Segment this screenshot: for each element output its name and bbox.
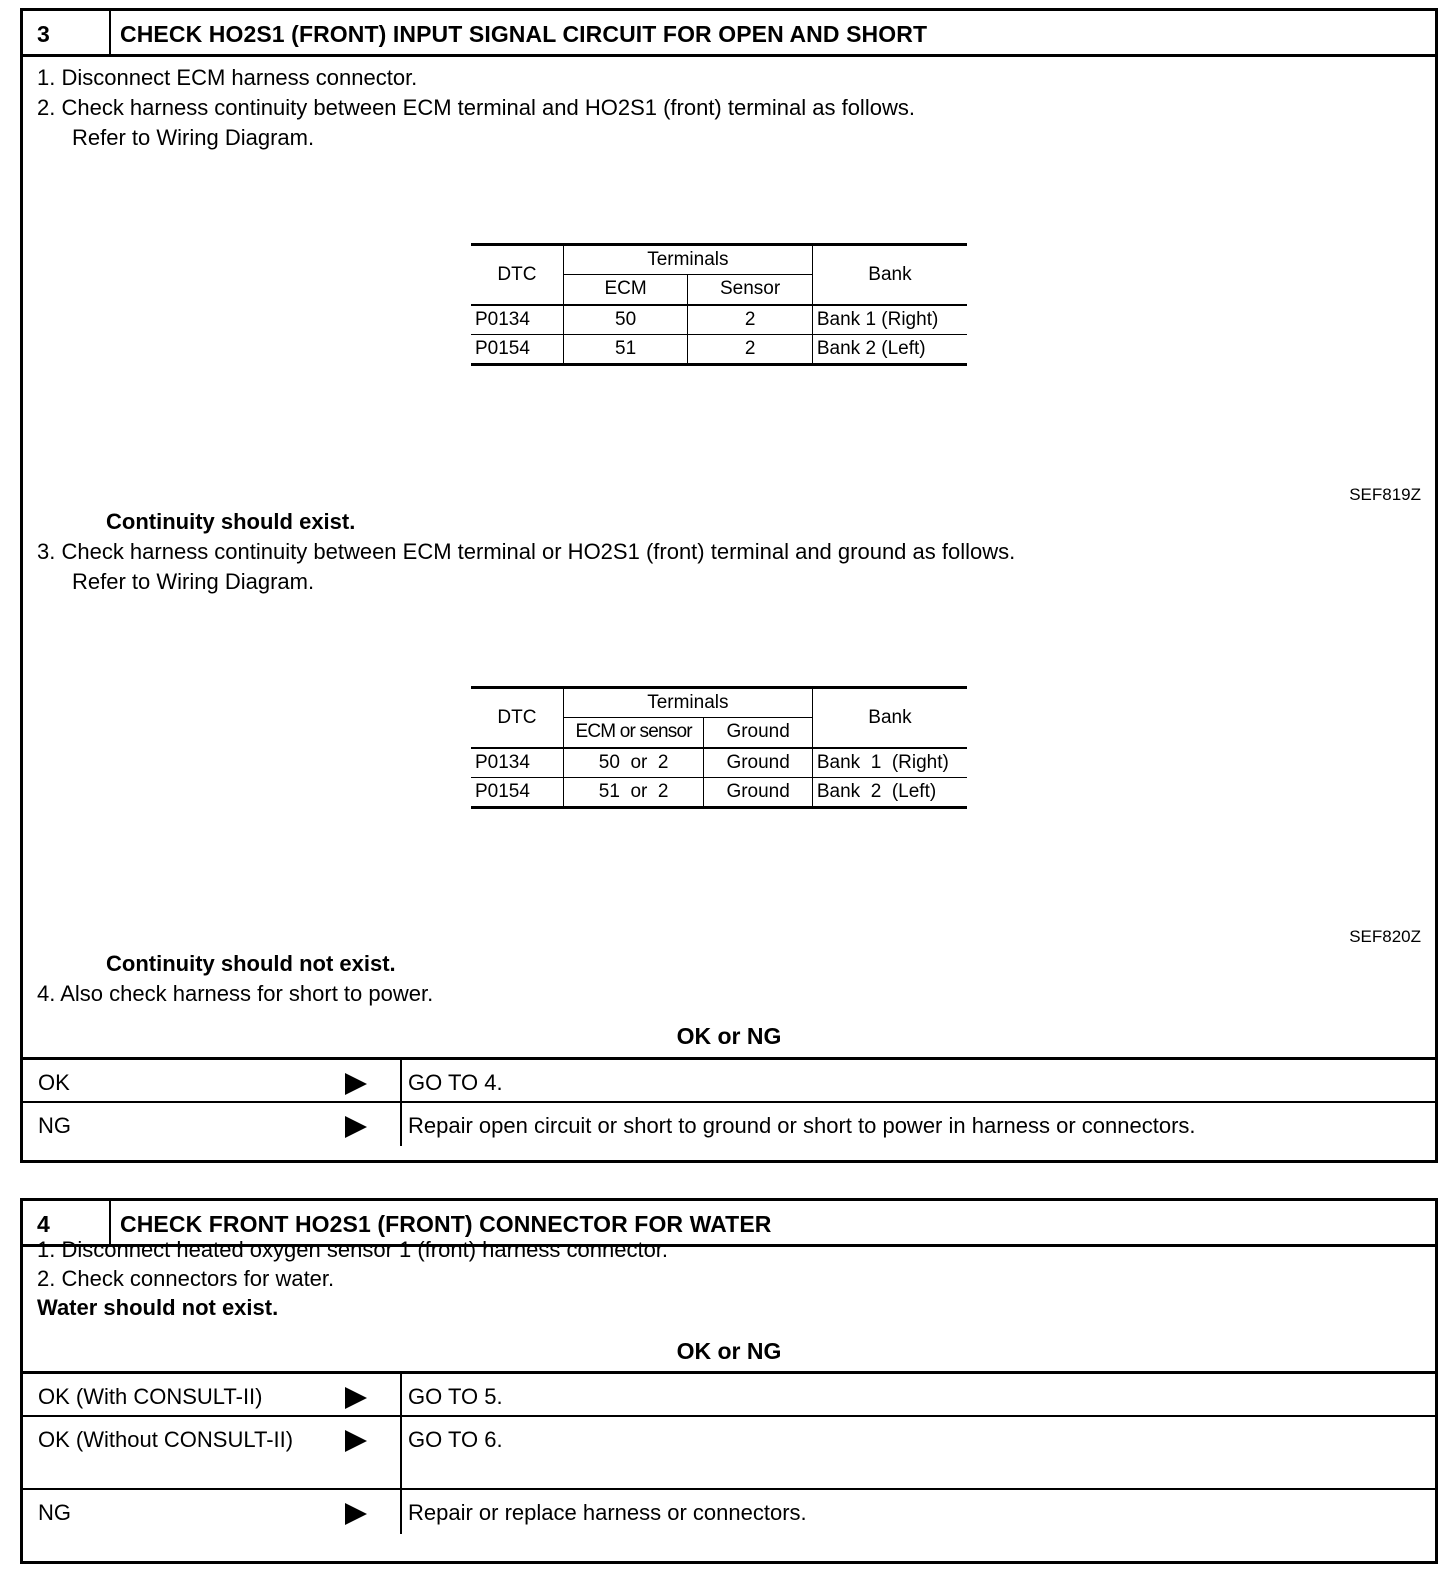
cell-ecm: 51 (563, 335, 688, 365)
result-action: GO TO 5. (408, 1384, 503, 1409)
right-triangle-arrow-icon (345, 1073, 367, 1095)
table-row (471, 305, 967, 335)
cell-ecm: 50 (563, 305, 688, 335)
result-action: GO TO 6. (408, 1427, 503, 1452)
cell-sensor: 2 (688, 335, 813, 365)
cell-ground: Ground (704, 778, 812, 808)
col-header-ground: Ground (704, 718, 812, 748)
result-row-ok (23, 1060, 1435, 1103)
table-row (471, 748, 967, 778)
cell-bank: Bank 1 (Right) (812, 305, 967, 335)
step-3-header (23, 11, 1435, 57)
cell-bank: Bank 1 (Right) (812, 748, 967, 778)
figure-code: SEF820Z (1349, 927, 1421, 946)
result-action: Repair open circuit or short to ground or short to power in harness or connectors. (408, 1113, 1196, 1138)
step-title: CHECK FRONT HO2S1 (FRONT) CONNECTOR FOR WATER (120, 1211, 772, 1237)
result-row-ok-with-consult (23, 1374, 1435, 1417)
right-triangle-arrow-icon (345, 1430, 367, 1452)
instruction-4: 4. Also check harness for short to power. (37, 981, 434, 1006)
right-triangle-arrow-icon (345, 1503, 367, 1525)
step-4-block (20, 1198, 1438, 1564)
result-action: GO TO 4. (408, 1070, 503, 1095)
right-triangle-arrow-icon (345, 1116, 367, 1138)
cell-ground: Ground (704, 748, 812, 778)
instruction-3-result: Continuity should not exist. (106, 951, 396, 976)
step-title: CHECK HO2S1 (FRONT) INPUT SIGNAL CIRCUIT FOR OPEN AND SHORT (120, 21, 928, 47)
step-3-block (20, 8, 1438, 1163)
cell-bank: Bank 2 (Left) (812, 778, 967, 808)
instruction-3: 3. Check harness continuity between ECM terminal or HO2S1 (front) terminal and ground as follows. (37, 539, 1016, 564)
instruction-2: 2. Check connectors for water. (37, 1266, 335, 1291)
result-row-ng (23, 1490, 1435, 1534)
result-table (23, 1057, 1435, 1146)
col-header-ecm: ECM (563, 275, 688, 305)
result-condition: OK (Without CONSULT-II) (23, 1417, 402, 1488)
col-header-dtc: DTC (471, 245, 563, 305)
result-condition: NG (23, 1490, 402, 1534)
figure-code: SEF819Z (1349, 485, 1421, 504)
cell-dtc: P0134 (471, 305, 563, 335)
table-row (471, 778, 967, 808)
result-condition: OK (With CONSULT-II) (23, 1374, 402, 1415)
result-row-ok-without-consult (23, 1417, 1435, 1490)
instruction-2-ref: Refer to Wiring Diagram. (72, 125, 315, 150)
col-header-bank: Bank (812, 245, 967, 305)
col-header-sensor: Sensor (688, 275, 813, 305)
col-header-terminals: Terminals (563, 245, 812, 275)
result-table (23, 1371, 1435, 1534)
col-header-ecm-or-sensor: ECM or sensor (563, 718, 704, 748)
instruction-1: 1. Disconnect heated oxygen sensor 1 (front) harness connector. (37, 1237, 669, 1262)
step-number: 3 (23, 11, 111, 54)
instruction-2: 2. Check harness continuity between ECM terminal and HO2S1 (front) terminal as follows. (37, 95, 915, 120)
instruction-1: 1. Disconnect ECM harness connector. (37, 65, 418, 90)
cell-ecm-or-sensor: 51 or 2 (563, 778, 704, 808)
cell-dtc: P0134 (471, 748, 563, 778)
col-header-bank: Bank (812, 688, 967, 748)
step-number: 4 (23, 1201, 111, 1244)
instruction-result: Water should not exist. (37, 1295, 279, 1320)
result-condition: NG (23, 1103, 402, 1146)
col-header-terminals: Terminals (563, 688, 812, 718)
ok-or-ng-label: OK or NG (676, 1338, 782, 1364)
instruction-2-result: Continuity should exist. (106, 509, 356, 534)
cell-sensor: 2 (688, 305, 813, 335)
result-row-ng (23, 1103, 1435, 1146)
result-action: Repair or replace harness or connectors. (408, 1500, 807, 1525)
cell-bank: Bank 2 (Left) (812, 335, 967, 365)
table-row (471, 335, 967, 365)
ok-or-ng-label: OK or NG (676, 1023, 782, 1049)
col-header-dtc: DTC (471, 688, 563, 748)
instruction-3-ref: Refer to Wiring Diagram. (72, 569, 315, 594)
continuity-table-1 (471, 243, 967, 366)
cell-ecm-or-sensor: 50 or 2 (563, 748, 704, 778)
result-condition: OK (23, 1060, 402, 1101)
right-triangle-arrow-icon (345, 1387, 367, 1409)
continuity-table-2 (471, 686, 967, 809)
cell-dtc: P0154 (471, 335, 563, 365)
cell-dtc: P0154 (471, 778, 563, 808)
